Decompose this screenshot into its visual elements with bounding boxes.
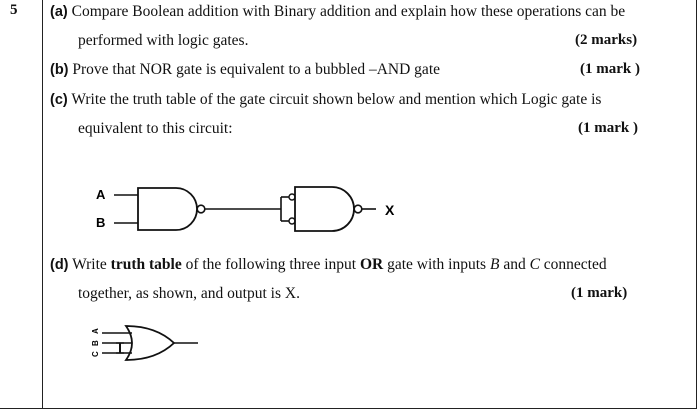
column-divider xyxy=(42,0,43,408)
circuit-c-diagram xyxy=(86,178,426,240)
part-d-text-bold-or: OR xyxy=(359,256,384,273)
part-c-line1 xyxy=(50,91,601,109)
part-b-marks: (1 mark ) xyxy=(580,61,640,77)
circuit-d-input-b-label: B xyxy=(91,340,100,346)
circuit-c-nand-bubble xyxy=(197,205,205,213)
part-a-line1 xyxy=(50,3,625,21)
circuit-d-input-c-label: C xyxy=(91,351,100,357)
part-d-marks: (1 mark) xyxy=(571,285,628,301)
part-d-label: (d) xyxy=(50,257,69,273)
circuit-c-output-label: X xyxy=(385,202,395,218)
part-c-label: (c) xyxy=(50,92,68,108)
circuit-c-nand-gate-body xyxy=(138,188,197,230)
part-b-label: (b) xyxy=(50,62,69,78)
part-d-text-mid2: gate with inputs xyxy=(383,256,490,273)
part-b-line xyxy=(50,61,440,79)
part-d-text-post: connected xyxy=(539,256,607,273)
circuit-c-and-gate-body xyxy=(295,187,354,231)
part-c-text-line1: Write the truth table of the gate circuit shown below and mention which Logic gate is xyxy=(71,91,602,108)
part-d-text-mid1: of the following three input xyxy=(181,256,360,273)
question-number: 5 xyxy=(10,2,18,18)
part-c-text-line2: equivalent to this circuit: xyxy=(78,120,233,137)
circuit-c-output-bubble xyxy=(354,205,362,213)
circuit-c-input-a-label: A xyxy=(96,187,106,202)
circuit-c-input-b-label: B xyxy=(96,215,106,230)
part-d-text-pre: Write xyxy=(72,256,111,273)
part-a-label: (a) xyxy=(50,4,68,20)
part-a-marks: (2 marks) xyxy=(575,32,638,48)
part-d-var-c: C xyxy=(529,256,540,273)
part-d-text-and: and xyxy=(499,256,530,273)
circuit-d-diagram xyxy=(86,322,216,364)
part-d-text-line2: together, as shown, and output is X. xyxy=(78,285,300,302)
part-a-text-line1: Compare Boolean addition with Binary addition and explain how these operations can be xyxy=(71,3,626,20)
part-d-text-bold-truth-table: truth table xyxy=(110,256,182,273)
part-b-text: Prove that NOR gate is equivalent to a bubbled –AND gate xyxy=(72,61,441,78)
part-d-var-b: B xyxy=(489,256,500,273)
circuit-d-input-a-label: A xyxy=(91,328,100,334)
part-a-text-line2: performed with logic gates. xyxy=(78,32,249,49)
part-d-line1 xyxy=(50,256,607,274)
part-c-marks: (1 mark ) xyxy=(578,120,638,136)
circuit-d-or-gate-body xyxy=(126,326,174,360)
